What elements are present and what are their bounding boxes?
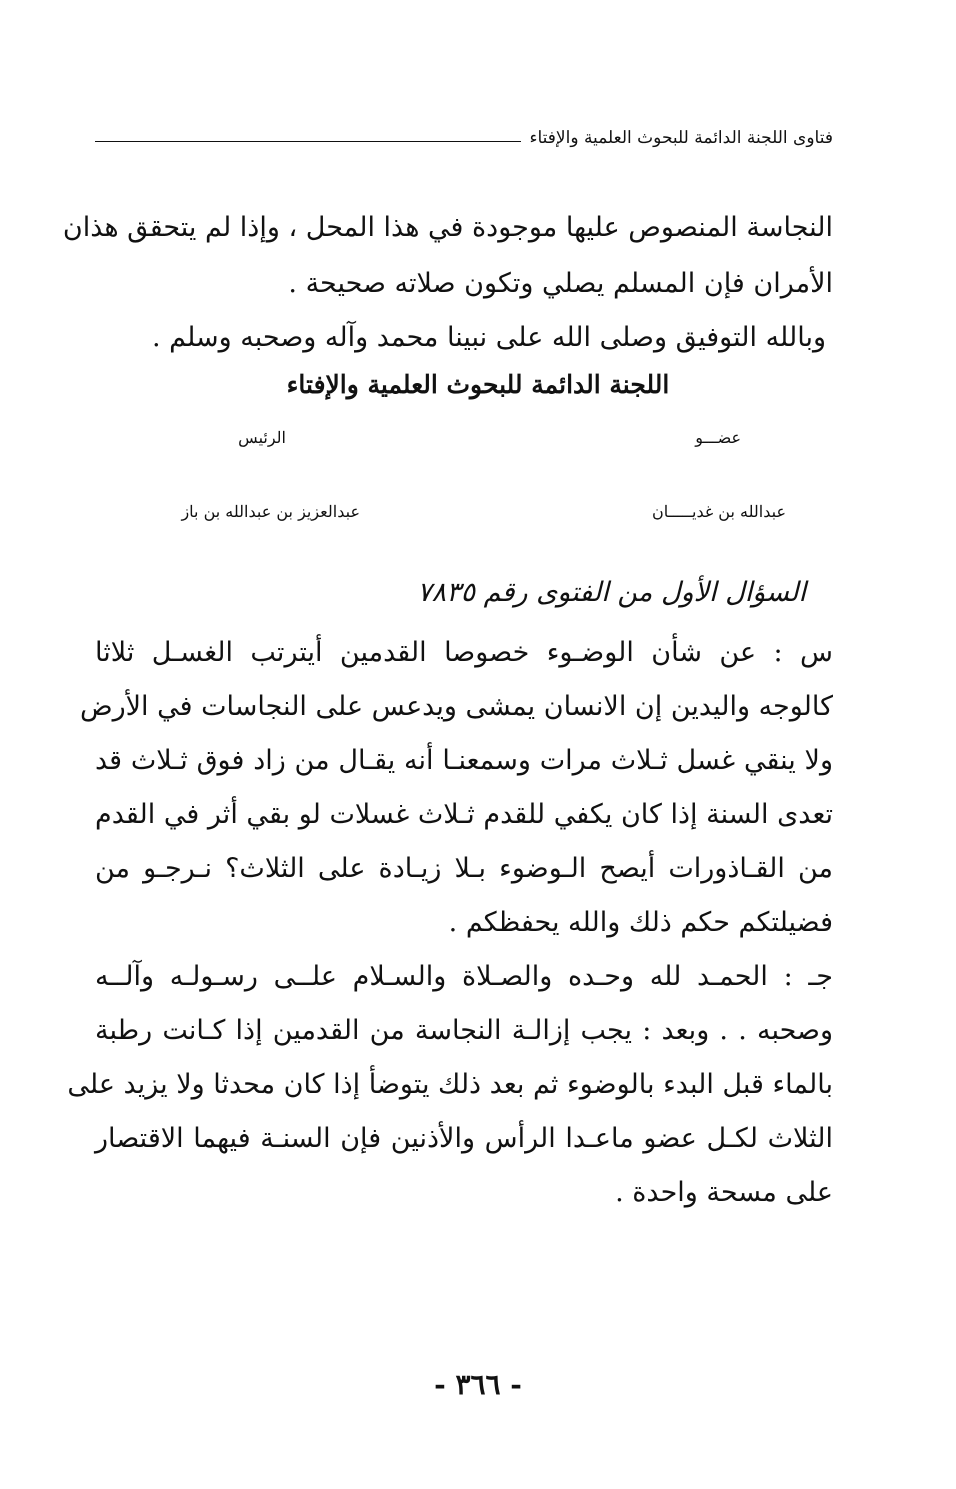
chair-name: عبدالعزيز بن عبدالله بن باز	[181, 502, 360, 521]
running-header	[95, 118, 833, 148]
answer-line-1: جـ : الحمـد لله وحـده والصـلاة والسـلام علــى رسـولـه وآلــه	[95, 961, 833, 992]
committee-title: اللجنة الدائمة للبحوث العلمية والإفتاء	[286, 370, 670, 399]
question-line-1: س : عن شأن الوضـوء خصوصا القدمين أيترتب الغسـل ثلاثا	[95, 637, 833, 668]
question-line-3: ولا ينقي غسل ثـلاث مرات وسمعنـا أنه يقـال من زاد فوق ثـلاث قد	[95, 745, 833, 776]
closing-line: وبالله التوفيق وصلى الله على نبينا محمد وآله وصحبه وسلم .	[151, 322, 826, 353]
question-line-2: كالوجه واليدين إن الانسان يمشى ويدعس على النجاسات في الأرض	[79, 691, 833, 722]
question-line-5: من القـاذورات أيصح الـوضوء بـلا زيـادة على الثلاث؟ نـرجـو من	[95, 853, 833, 884]
answer-line-5: على مسحة واحدة .	[615, 1177, 833, 1208]
answer-line-4: الثلاث لكـل عضو ماعـدا الرأس والأذنين فإن السنـة فيهما الاقتصار	[95, 1123, 833, 1154]
page-number: - ٣٦٦ -	[434, 1368, 522, 1401]
member-role: عضـــو	[695, 428, 741, 447]
header-title: فتاوى اللجنة الدائمة للبحوث العلمية والإفتاء	[529, 128, 833, 148]
member-name: عبدالله بن غديـــــان	[651, 502, 786, 521]
question-title: السؤال الأول من الفتوى رقم ٧٨٣٥	[417, 577, 806, 608]
question-line-4: تعدى السنة إذا كان يكفي للقدم ثـلاث غسلات لو بقي أثر في القدم	[95, 799, 833, 830]
question-line-6: فضيلتكم حكم ذلك والله يحفظكم .	[448, 907, 833, 938]
intro-line-1: النجاسة المنصوص عليها موجودة في هذا المحل ، وإذا لم يتحقق هذان	[62, 212, 833, 243]
header-rule	[95, 141, 521, 142]
chair-role: الرئيس	[238, 428, 286, 447]
answer-line-2: وصحبه . . وبعد : يجب إزالـة النجاسة من القدمين إذا كـانت رطبة	[95, 1015, 833, 1046]
answer-line-3: بالماء قبل البدء بالوضوء ثم بعد ذلك يتوضأ إذا كان محدثا ولا يزيد على	[67, 1069, 833, 1100]
intro-line-2: الأمران فإن المسلم يصلي وتكون صلاته صحيحة .	[288, 268, 833, 299]
